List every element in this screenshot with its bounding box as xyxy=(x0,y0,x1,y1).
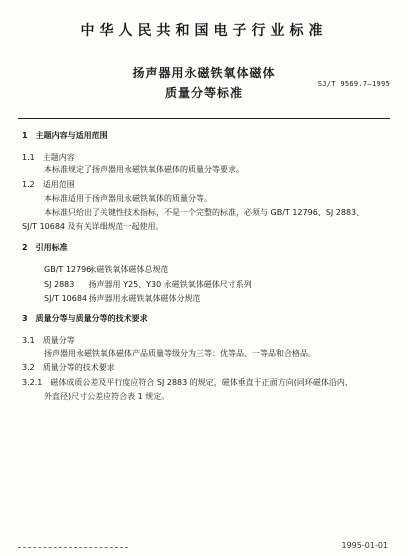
section-3-2-1-text-b: 外直径)尺寸公差应符合表 1 规定。 xyxy=(44,392,170,401)
footer-mark: 1995-01-01 xyxy=(341,541,388,550)
section-1-2-text-a: 本标准适用于扬声器用永磁铁氧体的质量分等。 xyxy=(44,194,212,203)
header-banner: 中华人民共和国电子行业标准 xyxy=(80,23,328,39)
section-3-1-text: 扬声器用永磁铁氧体磁体产品质量等级分为三等：优等品、一等品和合格品。 xyxy=(44,349,316,358)
document-title-line1: 扬声器用永磁铁氧体磁体 xyxy=(132,66,276,80)
standard-number: SJ/T 9569.7—1995 xyxy=(317,80,390,88)
reference-code: SJ 2883 xyxy=(44,280,75,289)
reference-title: 永磁铁氧体磁体总规范 xyxy=(88,265,169,274)
section-3-2-heading: 3.2 质量分等的技术要求 xyxy=(22,363,115,372)
title-divider xyxy=(18,118,390,119)
footer-rule xyxy=(18,547,128,548)
reference-title: 扬声器用永磁铁氧体磁体分规范 xyxy=(88,294,201,303)
reference-code: SJ/T 10684 xyxy=(44,294,88,303)
section-1-1-heading: 1.1 主题内容 xyxy=(22,153,75,162)
section-3-1-heading: 3.1 质量分等 xyxy=(22,336,75,345)
reference-row xyxy=(44,280,252,290)
reference-code: GB/T 12796 xyxy=(44,265,92,274)
section-1-2-text-c: SJ/T 10684 及有关详细规范一起使用。 xyxy=(22,222,164,231)
reference-title: 扬声器用 Y25、Y30 永磁铁氧体磁体尺寸系列 xyxy=(88,280,252,289)
section-1-2-text-b: 本标准只给出了关键性技术指标，不是一个完整的标准，必须与 GB/T 12796、SJ 2883、 xyxy=(44,208,365,217)
section-3-2-1-text-a: 3.2.1 磁体成质公差及平行度应符合 SJ 2883 的规定，磁体垂直于正面方向(同环磁体沿内、 xyxy=(22,378,353,387)
section-3-heading: 3 质量分等与质量分等的技术要求 xyxy=(22,314,148,323)
reference-row xyxy=(44,265,169,275)
section-1-heading: 1 主题内容与适用范围 xyxy=(22,131,108,140)
document-title-line2: 质量分等标准 xyxy=(164,86,243,100)
section-1-2-heading: 1.2 适用范围 xyxy=(22,180,75,189)
section-1-1-text: 本标准规定了扬声器用永磁铁氧体磁体的质量分等要求。 xyxy=(44,165,244,174)
reference-row xyxy=(44,294,201,304)
section-2-heading: 2 引用标准 xyxy=(22,243,68,252)
